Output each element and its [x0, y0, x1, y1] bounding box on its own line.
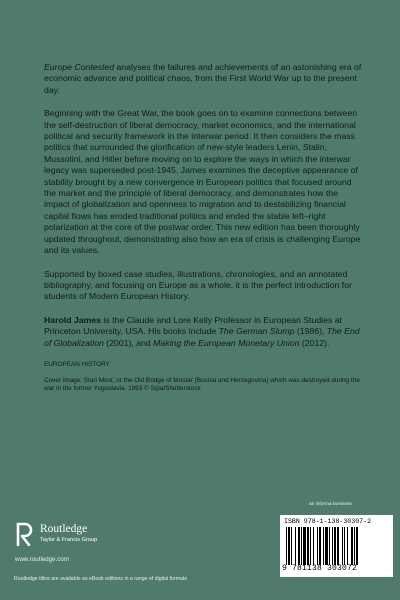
subject-category: EUROPEAN HISTORY — [44, 360, 110, 368]
informa-tagline: an informa business — [309, 502, 352, 507]
barcode-bar — [344, 527, 345, 565]
publisher-url: www.routledge.com — [15, 556, 69, 563]
barcode-bar — [347, 527, 348, 565]
barcode-bar — [342, 527, 343, 565]
author-bio-text: (2001), and — [103, 337, 154, 348]
isbn-text: ISBN 978-1-138-30307-2 — [284, 518, 372, 525]
barcode-bar — [319, 527, 321, 565]
barcode-bar — [317, 527, 318, 565]
barcode-bar — [337, 527, 339, 565]
publisher-logo — [14, 522, 97, 546]
intro-text: analyses the failures and achievements of an astonishing era of economic advance and political chaos, from the First World War up to the present day. — [44, 62, 362, 95]
publisher-name: Routledge — [40, 523, 88, 536]
author-name: Harold James — [44, 314, 101, 325]
barcode-bar — [298, 527, 300, 565]
book-title: Europe Contested — [44, 62, 115, 72]
barcode-bars-icon — [286, 527, 387, 565]
author-bio-text: is the Claude and Lore Kelly Professor in European Studies at Princeton University, USA. His books include — [44, 314, 342, 337]
ebook-footnote: Routledge titles are available as eBook editions in a range of digital formats — [14, 576, 188, 582]
barcode-bar — [325, 527, 328, 565]
barcode-digits: 9 781138 303072 — [282, 564, 358, 573]
barcode-bar — [310, 527, 311, 565]
author-bio — [44, 315, 364, 349]
author-bio-text: (2012). — [299, 337, 330, 348]
barcode-bar — [303, 527, 306, 565]
barcode-bar — [288, 527, 290, 565]
back-cover-text — [44, 62, 364, 406]
barcode-bar — [334, 527, 336, 565]
cover-credit: Cover image: Stari Most, or the Old Bridge of Mostar (Bosnia and Herzegovina) which was destroyed during the war in the former Yugoslavia, 1993 © Sipa/Shutterstock — [44, 376, 360, 393]
barcode — [280, 515, 393, 577]
author-book-title: The German Slump — [218, 326, 295, 337]
barcode-bar — [307, 527, 309, 565]
routledge-logo-icon — [14, 522, 34, 546]
intro-paragraph — [44, 62, 364, 96]
barcode-bar — [301, 527, 302, 565]
barcode-bar — [295, 527, 296, 565]
author-book-title: Making the European Monetary Union — [153, 337, 300, 348]
barcode-bar — [354, 527, 355, 565]
barcode-bar — [356, 527, 358, 565]
barcode-bar — [329, 527, 330, 565]
barcode-bar — [291, 527, 292, 565]
barcode-bar — [323, 527, 324, 565]
author-book-title: The End of Globalization — [44, 326, 360, 348]
barcode-bar — [332, 527, 333, 565]
barcode-bar — [313, 527, 314, 565]
barcode-bar — [286, 527, 287, 565]
publisher-group: Taylor & Francis Group — [40, 536, 98, 543]
author-bio-text: (1986), — [294, 326, 327, 337]
barcode-bar — [351, 527, 353, 565]
features-paragraph: Supported by boxed case studies, illustrations, chronologies, and an annotated bibliography, and focusing on Europe as a whole, it is the perfect introduction for students of Modern European History. — [44, 268, 352, 302]
description-paragraph: Beginning with the Great War, the book goes on to examine connections between the self-destruction of liberal democracy, market economics, and the international political and security framework in the interwar period. It then considers the mass politics that surrounded the glorification of new-style leaders Lenin, Stalin, Mussolini, and Hitler before moving on to explore the ways in which the interwar legacy was superseded post-1945. James examines the deceptive appearance of stability brought by a new convergence in European politics that focused around the market and the principle of liberal democracy, and demonstrates how the impact of globalization and openness to migration and to destabilizing financial capital flows has eroded traditional politics and ended the stable left–right polarization at the core of the postwar order. This new edition has been thoroughly updated throughout, demonstrating also how an era of crisis is challenging Europe and its values. — [44, 108, 361, 256]
